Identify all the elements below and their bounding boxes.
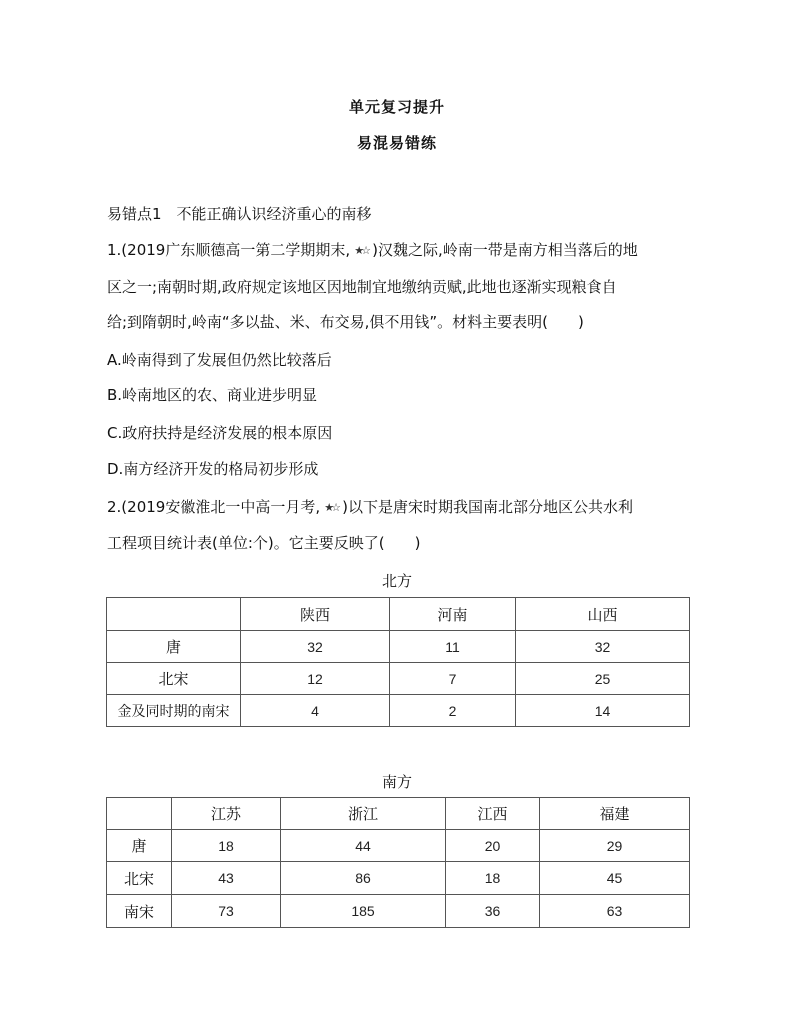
south-row-label: 南宋 bbox=[107, 895, 172, 928]
north-cell: 12 bbox=[241, 663, 390, 695]
south-header-jiangsu: 江苏 bbox=[172, 798, 281, 830]
north-row-label: 北宋 bbox=[107, 663, 241, 695]
north-header-corner bbox=[107, 598, 241, 631]
north-header-henan: 河南 bbox=[390, 598, 516, 631]
question-2-source: 2.(2019安徽淮北一中高一月考, bbox=[107, 498, 321, 516]
star-rating-icon: ★☆ bbox=[324, 501, 338, 514]
north-cell: 2 bbox=[390, 695, 516, 727]
question-1-line-1 bbox=[107, 241, 638, 260]
south-cell: 20 bbox=[446, 830, 540, 862]
south-table-caption: 南方 bbox=[381, 773, 412, 791]
north-cell: 25 bbox=[516, 663, 690, 695]
south-cell: 63 bbox=[540, 895, 690, 928]
south-header-fujian: 福建 bbox=[540, 798, 690, 830]
north-table-caption: 北方 bbox=[381, 572, 412, 590]
north-cell: 32 bbox=[516, 631, 690, 663]
question-1-source: 1.(2019广东顺德高一第二学期期末, bbox=[107, 241, 351, 259]
north-header-shaanxi: 陕西 bbox=[241, 598, 390, 631]
north-cell: 4 bbox=[241, 695, 390, 727]
south-row-label: 北宋 bbox=[107, 862, 172, 895]
north-table bbox=[106, 597, 690, 727]
north-row-label: 唐 bbox=[107, 631, 241, 663]
south-cell: 45 bbox=[540, 862, 690, 895]
page-title: 单元复习提升 bbox=[348, 98, 445, 116]
north-cell: 7 bbox=[390, 663, 516, 695]
south-cell: 18 bbox=[172, 830, 281, 862]
north-header-shanxi: 山西 bbox=[516, 598, 690, 631]
south-row-label: 唐 bbox=[107, 830, 172, 862]
question-1-option-c[interactable]: C.政府扶持是经济发展的根本原因 bbox=[107, 424, 333, 442]
question-1-option-d[interactable]: D.南方经济开发的格局初步形成 bbox=[107, 460, 319, 478]
south-cell: 44 bbox=[281, 830, 446, 862]
south-header-corner bbox=[107, 798, 172, 830]
north-cell: 32 bbox=[241, 631, 390, 663]
question-2-line-2: 工程项目统计表(单位:个)。它主要反映了( ) bbox=[107, 534, 421, 552]
question-2-line-1 bbox=[107, 498, 633, 517]
north-cell: 11 bbox=[390, 631, 516, 663]
south-cell: 43 bbox=[172, 862, 281, 895]
north-cell: 14 bbox=[516, 695, 690, 727]
south-cell: 73 bbox=[172, 895, 281, 928]
south-cell: 29 bbox=[540, 830, 690, 862]
south-table bbox=[106, 797, 690, 928]
south-cell: 18 bbox=[446, 862, 540, 895]
star-rating-icon: ★☆ bbox=[354, 244, 368, 257]
question-1-line-3: 给;到隋朝时,岭南“多以盐、米、布交易,俱不用钱”。材料主要表明( ) bbox=[107, 313, 584, 331]
south-header-jiangxi: 江西 bbox=[446, 798, 540, 830]
south-cell: 36 bbox=[446, 895, 540, 928]
south-header-zhejiang: 浙江 bbox=[281, 798, 446, 830]
page-subtitle: 易混易错练 bbox=[356, 134, 437, 152]
question-1-line-2: 区之一;南朝时期,政府规定该地区因地制宜地缴纳贡赋,此地也逐渐实现粮食自 bbox=[107, 278, 617, 296]
question-2-text: )以下是唐宋时期我国南北部分地区公共水利 bbox=[342, 498, 633, 516]
question-1-option-b[interactable]: B.岭南地区的农、商业进步明显 bbox=[107, 386, 318, 404]
south-cell: 185 bbox=[281, 895, 446, 928]
section-heading: 易错点1 不能正确认识经济重心的南移 bbox=[107, 205, 372, 223]
question-1-text: )汉魏之际,岭南一带是南方相当落后的地 bbox=[372, 241, 638, 259]
south-cell: 86 bbox=[281, 862, 446, 895]
question-1-option-a[interactable]: A.岭南得到了发展但仍然比较落后 bbox=[107, 351, 332, 369]
north-row-label: 金及同时期的南宋 bbox=[107, 695, 241, 727]
